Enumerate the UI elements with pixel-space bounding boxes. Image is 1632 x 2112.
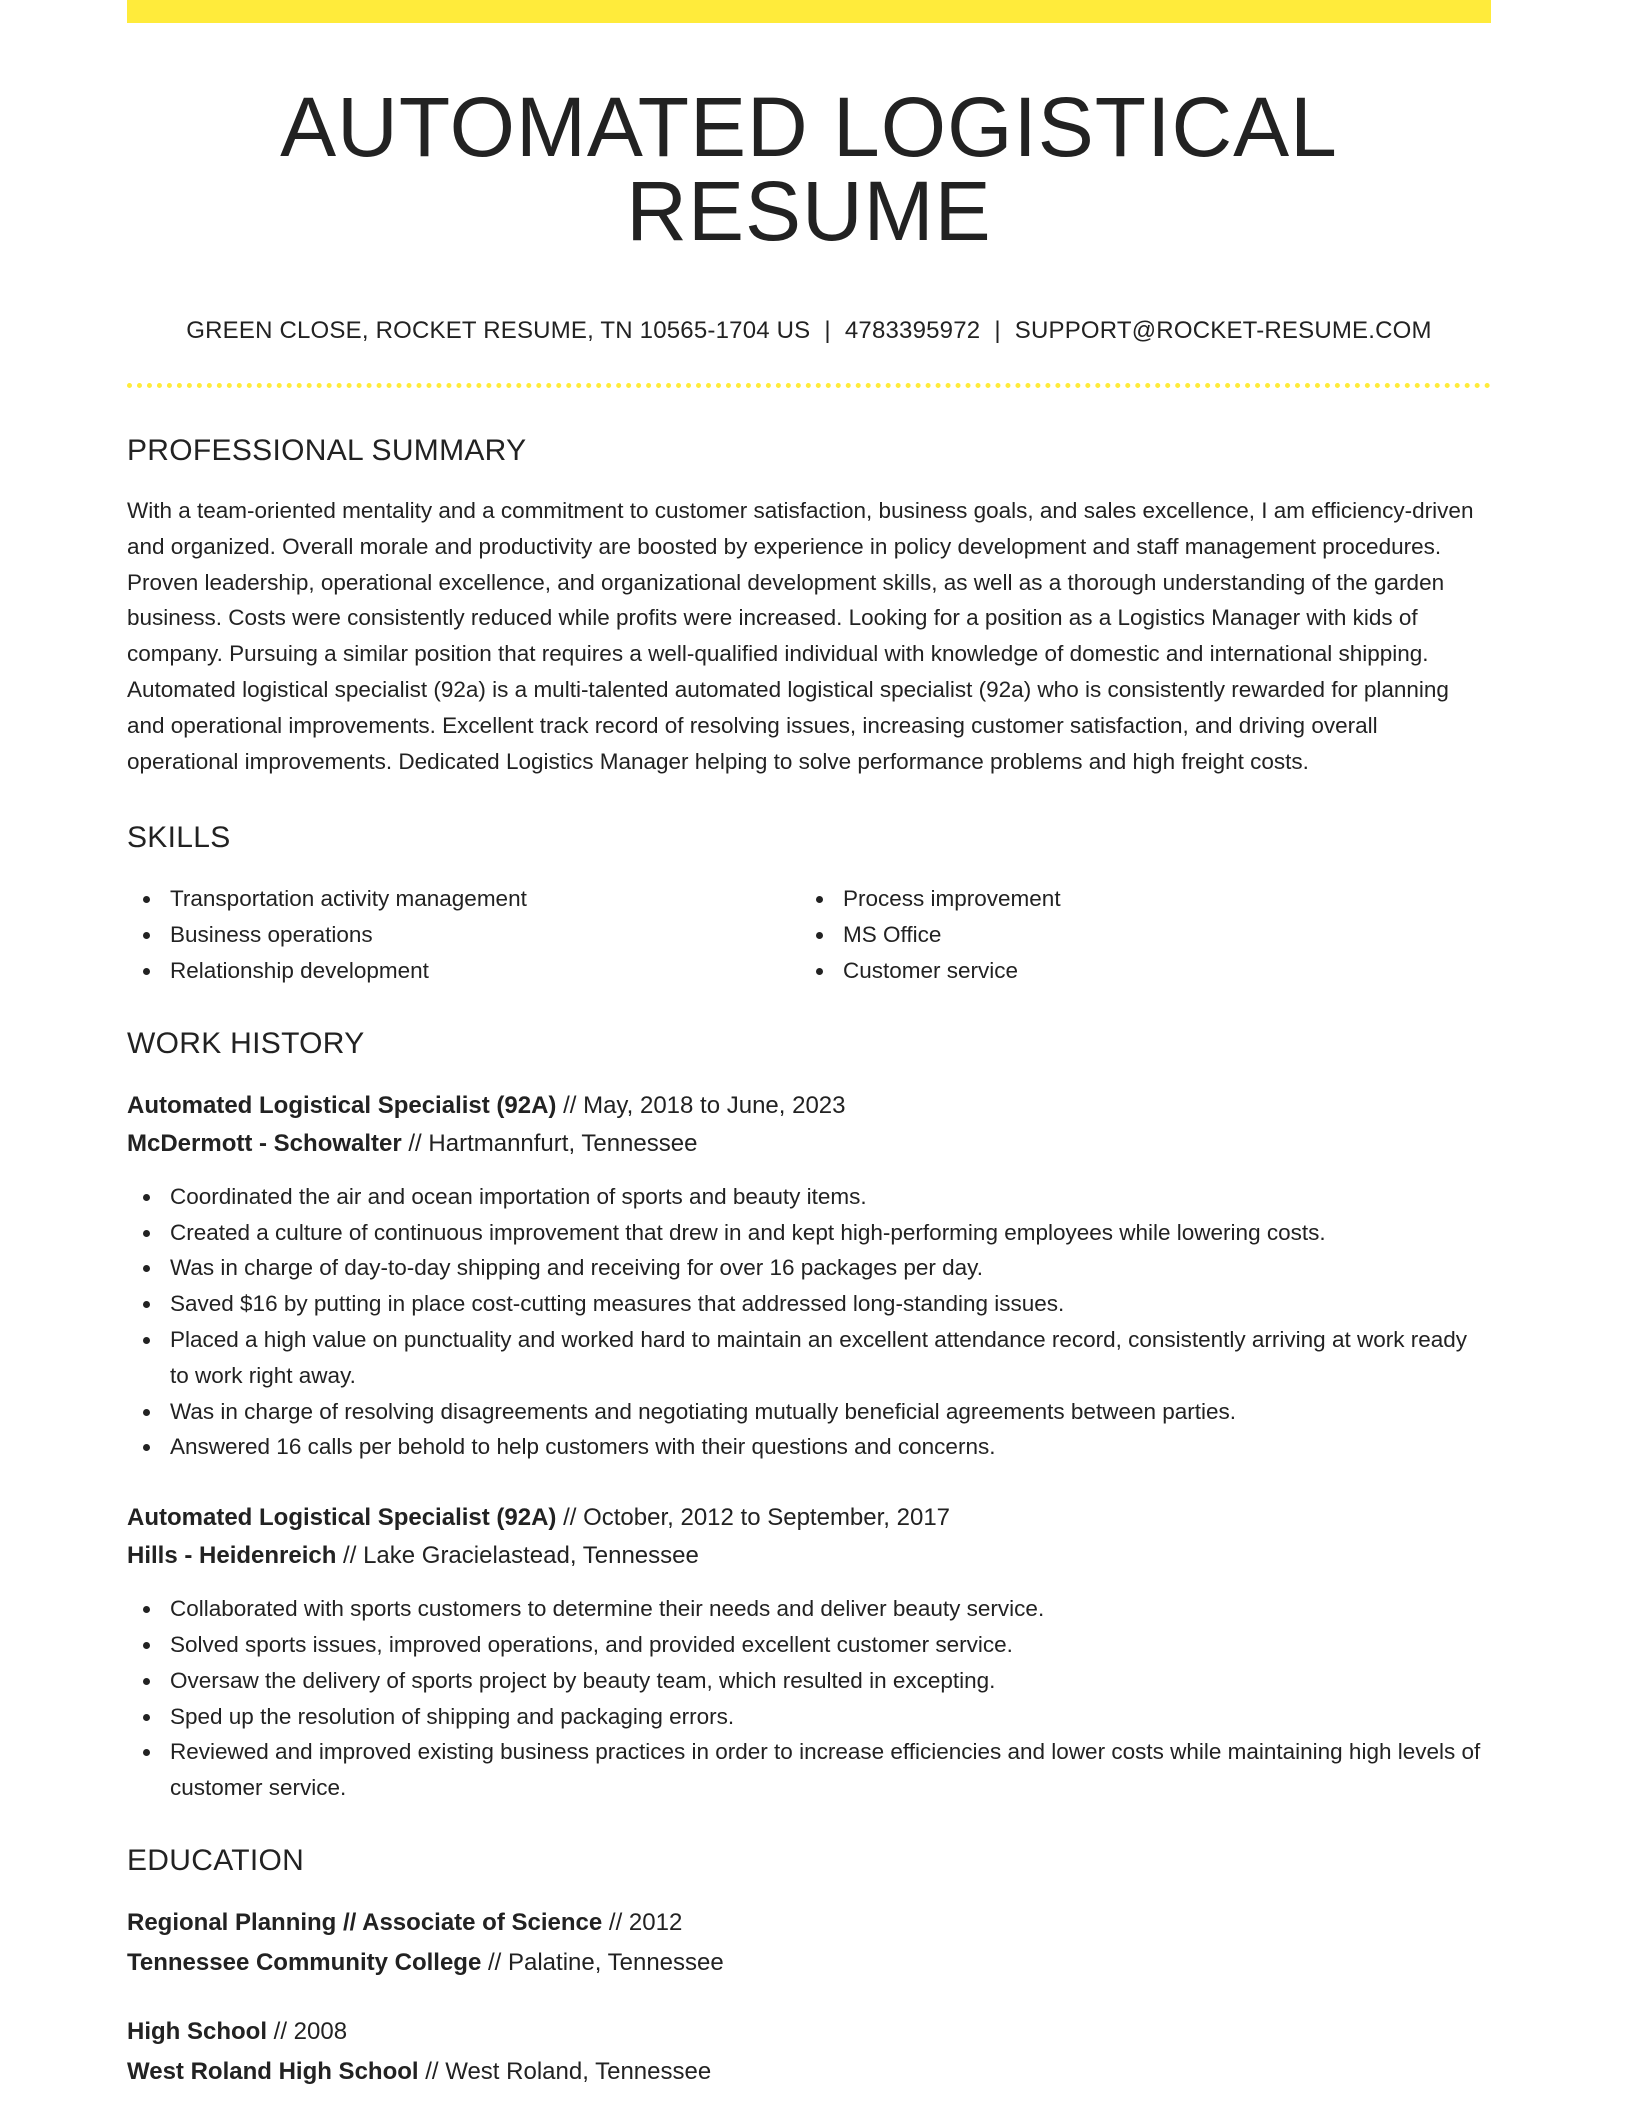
skills-grid — [127, 881, 1491, 988]
job-company: McDermott - Schowalter — [127, 1129, 402, 1157]
job-bullets — [127, 1179, 1491, 1465]
education-degree-line — [127, 1903, 1491, 1943]
education-school: West Roland High School — [127, 2057, 419, 2085]
education-location: // West Roland, Tennessee — [418, 2057, 712, 2085]
skill-item: Customer service — [800, 953, 1473, 989]
contact-separator: | — [824, 317, 831, 344]
summary-heading: PROFESSIONAL SUMMARY — [127, 434, 527, 467]
job-bullet: Sped up the resolution of shipping and packaging errors. — [127, 1699, 1491, 1735]
skill-item: Process improvement — [800, 881, 1473, 917]
education-heading: EDUCATION — [127, 1843, 305, 1877]
contact-email: SUPPORT@ROCKET-RESUME.COM — [1014, 317, 1432, 344]
dotted-divider — [127, 383, 1491, 388]
education-degree: High School — [127, 2017, 267, 2045]
job-location: // Lake Gracielastead, Tennessee — [336, 1542, 699, 1570]
skill-item: Transportation activity management — [127, 881, 800, 917]
summary-text: With a team-oriented mentality and a commitment to customer satisfaction, business goals, and sales excellence, I am efficiency-driven and organized. Overall morale and productivity are boosted by experience in policy development and staff management procedures. Proven leadership, operational excellence, and organizational development skills, as well as a thorough understanding of the garden business. Costs were consistently reduced while profits were increased. Looking for a position as a Logistics Manager with kids of company. Pursuing a similar position that requires a well-qualified individual with knowledge of domestic and international shipping. Automated logistical specialist (92a) is a multi-talented automated logistical specialist (92a) who is consistently rewarded for planning and operational improvements. Excellent track record of resolving issues, increasing customer satisfaction, and driving overall operational improvements. Dedicated Logistics Manager helping to solve performance problems and high freight costs. — [127, 498, 1474, 774]
job-bullet: Created a culture of continuous improvement that drew in and kept high-performing employees while lowering costs. — [127, 1215, 1491, 1251]
skills-column-right — [800, 881, 1473, 988]
job-bullet: Was in charge of day-to-day shipping and receiving for over 16 packages per day. — [127, 1250, 1491, 1286]
job-bullet: Oversaw the delivery of sports project by beauty team, which resulted in excepting. — [127, 1663, 1491, 1699]
education-entry — [127, 1903, 1491, 1983]
top-accent-bar — [127, 0, 1491, 23]
job-location: // Hartmannfurt, Tennessee — [401, 1129, 698, 1157]
job-dates: // May, 2018 to June, 2023 — [556, 1091, 846, 1119]
job-bullet: Answered 16 calls per behold to help customers with their questions and concerns. — [127, 1429, 1491, 1465]
education-entry — [127, 2012, 1491, 2092]
contact-address: GREEN CLOSE, ROCKET RESUME, TN 10565-1704 US — [186, 317, 811, 344]
education-year: // 2008 — [267, 2017, 348, 2045]
resume-page — [127, 0, 1491, 2092]
work-history-heading: WORK HISTORY — [127, 1026, 365, 1060]
education-school-line — [127, 1943, 1491, 1983]
resume-title: AUTOMATED LOGISTICAL RESUME — [280, 80, 1338, 258]
job-bullet: Coordinated the air and ocean importation of sports and beauty items. — [127, 1179, 1491, 1215]
job-entry — [127, 1499, 1491, 1806]
education-degree: Regional Planning // Associate of Science — [127, 1908, 603, 1936]
job-bullets — [127, 1591, 1491, 1806]
contact-phone: 4783395972 — [844, 317, 981, 344]
skill-item: MS Office — [800, 917, 1473, 953]
job-dates: // October, 2012 to September, 2017 — [556, 1504, 951, 1532]
education-school: Tennessee Community College — [127, 1948, 482, 1976]
job-bullet: Reviewed and improved existing business practices in order to increase efficiencies and lower costs while maintaining high levels of customer service. — [127, 1734, 1491, 1806]
skills-column-left — [127, 881, 800, 988]
job-title-line — [127, 1499, 1491, 1537]
contact-line — [127, 317, 1491, 345]
job-company-line — [127, 1125, 1491, 1163]
job-company: Hills - Heidenreich — [127, 1542, 337, 1570]
job-bullet: Collaborated with sports customers to determine their needs and deliver beauty service. — [127, 1591, 1491, 1627]
education-school-line — [127, 2052, 1491, 2092]
job-position: Automated Logistical Specialist (92A) — [127, 1504, 557, 1532]
skill-item: Business operations — [127, 917, 800, 953]
education-location: // Palatine, Tennessee — [481, 1948, 724, 1976]
job-bullet: Saved $16 by putting in place cost-cutting measures that addressed long-standing issues. — [127, 1286, 1491, 1322]
job-bullet: Placed a high value on punctuality and worked hard to maintain an excellent attendance record, consistently arriving at work ready to work right away. — [127, 1322, 1491, 1394]
skills-list-right — [800, 881, 1473, 988]
job-title-line — [127, 1087, 1491, 1125]
education-year: // 2012 — [602, 1908, 683, 1936]
skills-heading: SKILLS — [127, 821, 231, 855]
skills-list-left — [127, 881, 800, 988]
contact-separator: | — [994, 317, 1001, 344]
job-bullet: Was in charge of resolving disagreements and negotiating mutually beneficial agreements between parties. — [127, 1394, 1491, 1430]
job-position: Automated Logistical Specialist (92A) — [127, 1091, 557, 1119]
job-company-line — [127, 1537, 1491, 1575]
job-bullet: Solved sports issues, improved operations, and provided excellent customer service. — [127, 1627, 1491, 1663]
education-degree-line — [127, 2012, 1491, 2052]
job-entry — [127, 1087, 1491, 1465]
skill-item: Relationship development — [127, 953, 800, 989]
